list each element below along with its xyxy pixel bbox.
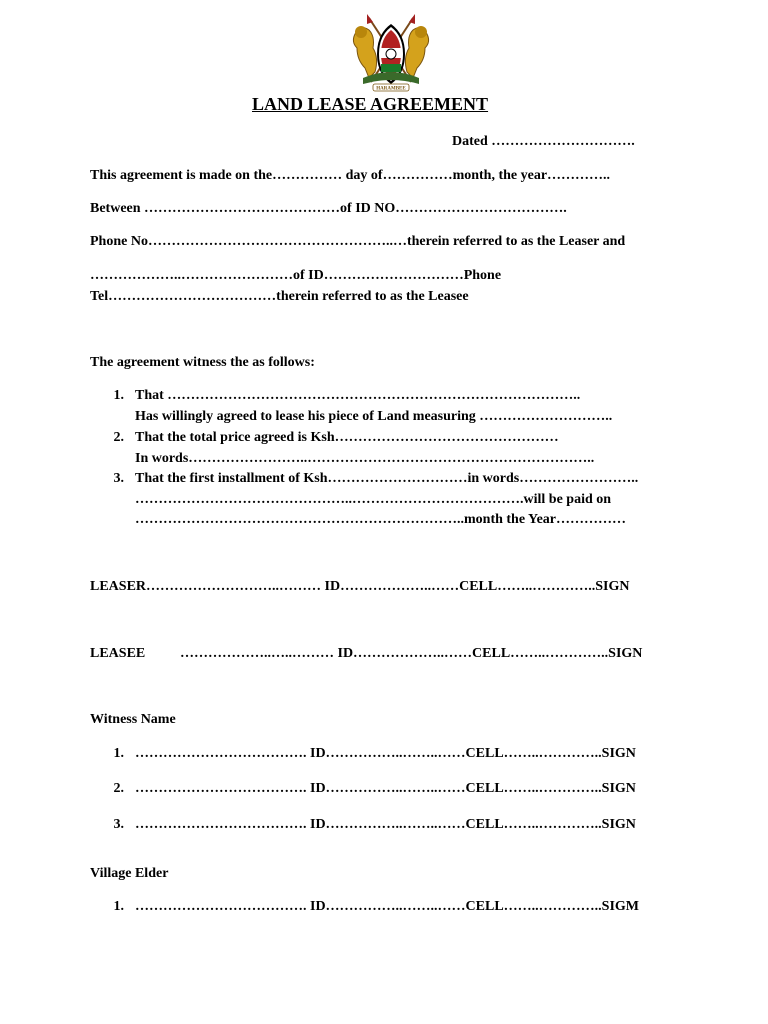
between-line: Between ……………………………………of ID NO………………………………. — [90, 201, 567, 216]
leaser-signature-line: LEASER………………………..……… ID………………..……CELL……..…………..SIGN — [90, 579, 630, 594]
clause-line: ……………………………………………………………..month the Year…………… — [135, 512, 627, 527]
village-elder-heading: Village Elder — [90, 866, 169, 881]
dated-field: Dated …………………………. — [452, 134, 635, 149]
witness-heading: The agreement witness the as follows: — [90, 355, 315, 370]
emblem-motto: HARAMBEE — [376, 86, 406, 92]
elder-number: 1. — [113, 899, 124, 914]
witness-number: 1. — [113, 746, 124, 761]
witness-number: 3. — [113, 817, 124, 832]
witness-signature-line: ………………………………. ID……………..……..……CELL……..…………..SIGN — [135, 746, 636, 761]
clause-number: 2. — [113, 430, 124, 445]
witness-number: 2. — [113, 781, 124, 796]
witness-signature-line: ………………………………. ID……………..……..……CELL……..…………..SIGN — [135, 817, 636, 832]
clause-line: ………………………………………..……………………………….will be paid on — [135, 492, 612, 507]
witness-signature-line: ………………………………. ID……………..……..……CELL……..…………..SIGN — [135, 781, 636, 796]
phone-line: Phone No……………………………………………..…therein referred to as the Leaser and — [90, 234, 626, 249]
clause-line: That the total price agreed is Ksh………………………………………… — [135, 430, 559, 445]
elder-signature-line: ………………………………. ID……………..……..……CELL……..…………..SIGM — [135, 899, 640, 914]
leasee-label: LEASEE — [90, 646, 146, 661]
leasee-signature-line: ………………..…..……… ID………………..……CELL……..…………..SIGN — [180, 646, 643, 661]
coat-of-arms-emblem — [349, 12, 433, 96]
clause-line: Has willingly agreed to lease his piece of Land measuring ……………………….. — [135, 409, 613, 424]
lessee-id-line: ………………..……………………of ID…………………………Phone — [90, 268, 502, 283]
clause-line: That the first installment of Ksh…………………………in words…………………….. — [135, 471, 639, 486]
witness-name-heading: Witness Name — [90, 712, 176, 727]
clause-line: That …………………………………………………………………………….. — [135, 388, 581, 403]
agreement-date-line: This agreement is made on the…………… day of……………month, the year………….. — [90, 168, 611, 183]
clause-number: 3. — [113, 471, 124, 486]
clause-line: In words……………………..…………………………………………………….. — [135, 451, 595, 466]
lessee-tel-line: Tel………………………………therein referred to as the Leasee — [90, 289, 469, 304]
document-title: LAND LEASE AGREEMENT — [252, 94, 489, 114]
clause-number: 1. — [113, 388, 124, 403]
